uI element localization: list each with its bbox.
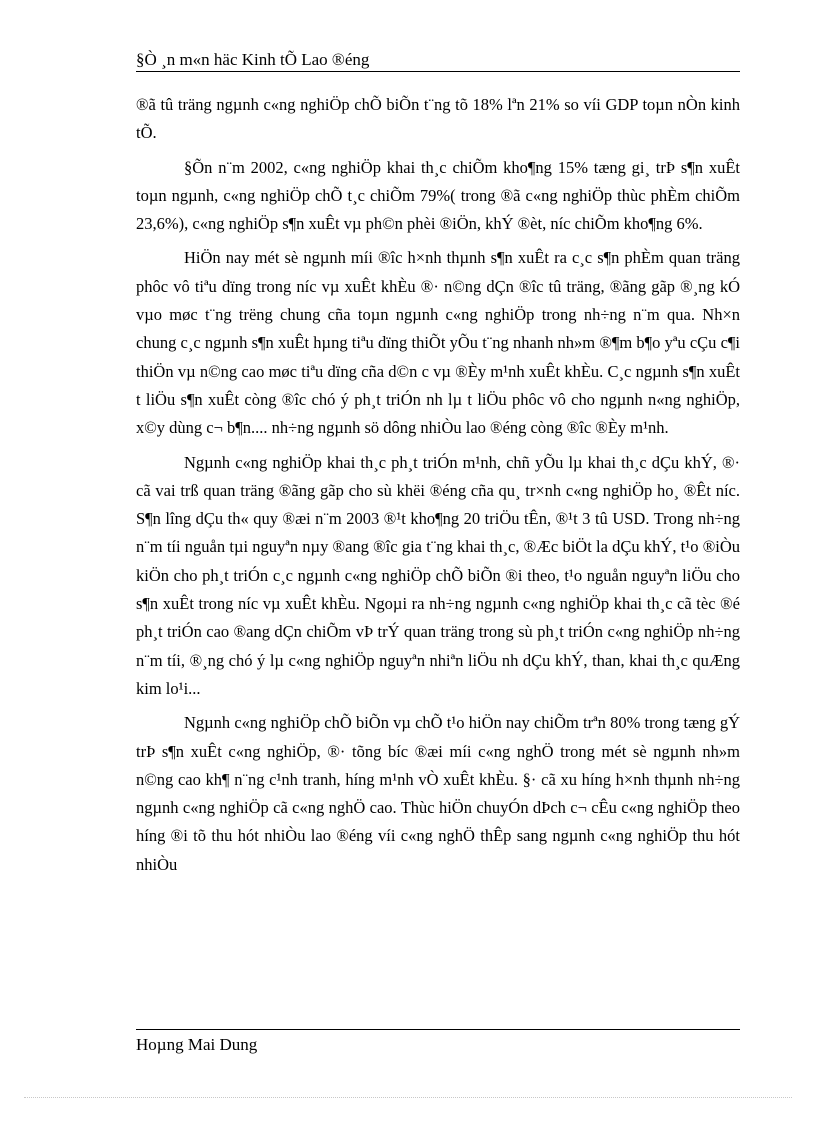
paragraph: Ngµnh c«ng nghiÖp khai th¸c ph¸t triÓn m¹nh, chñ yÕu lµ khai th¸c dÇu khÝ, ®· cã vai trß quan träng ®ãng gãp cho sù khëi ®éng cña qu¸ tr×nh c«ng nghiÖp ho¸ ®Êt níc. S¶n lîng dÇu th« quy ®æi n¨m 2003 ®¹t kho¶ng 20 triÖu tÊn, ®¹t 3 tû USD. Trong nh÷ng n¨m tíi nguån tµi nguyªn nµy ®ang ®îc gia t¨ng khai th¸c, ®Æc biÖt la dÇu khÝ, t¹o ®iÒu kiÖn cho ph¸t triÓn c¸c ngµnh c«ng nghiÖp chÕ biÕn ®i theo, t¹o nguån nguyªn liÖu cho s¶n xuÊt trong níc vµ xuÊt khÈu. Ngoµi ra nh÷ng ngµnh c«ng nghiÖp khai th¸c cã tèc ®é ph¸t triÓn cao ®ang dÇn chiÕm vÞ trÝ quan träng trong sù ph¸t triÓn c«ng nghiÖp nh÷ng n¨m tíi, ®¸ng chó ý lµ c«ng nghiÖp nguyªn nhiªn liÖu nh dÇu khÝ, than, khai th¸c quÆng kim lo¹i... xyxy=(136,452,740,698)
footer-rule xyxy=(136,1029,740,1030)
body-text xyxy=(136,91,740,879)
paragraph: HiÖn nay mét sè ngµnh míi ®îc h×nh thµnh s¶n xuÊt ra c¸c s¶n phÈm quan träng phôc vô tiªu dïng trong níc vµ xuÊt khÈu ®· n©ng dÇn ®îc tû träng, ®ãng gãp ®¸ng kÓ vµo møc t¨ng trëng chung cña toµn ngµnh c«ng nghiÖp trong nh÷ng n¨m qua. Nh×n chung c¸c ngµnh s¶n xuÊt hµng tiªu dïng thiÕt yÕu t¨ng nhanh nh»m ®¶m b¶o yªu cÇu c¶i thiÖn vµ n©ng cao møc tiªu dïng cña d©n c vµ ®Èy m¹nh xuÊt khÈu. C¸c ngµnh s¶n xuÊt t liÖu s¶n xuÊt còng ®îc chó ý ph¸t triÓn nh lµ t liÖu phôc vô cho ngµnh n«ng nghiÖp, x©y dùng c¬ b¶n.... nh÷ng ngµnh sö dông nhiÒu lao ®éng còng ®îc ®Èy m¹nh. xyxy=(136,248,740,438)
paragraph: Ngµnh c«ng nghiÖp chÕ biÕn vµ chÕ t¹o hiÖn nay chiÕm trªn 80% trong tæng gÝ trÞ s¶n xuÊt c«ng nghiÖp, ®· tõng bíc ®æi míi c«ng nghÖ trong mét sè ngµnh nh»m n©ng cao kh¶ n¨ng c¹nh tranh, híng m¹nh vÒ xuÊt khÈu. §· cã xu híng h×nh thµnh nh÷ng ngµnh c«ng nghiÖp cã c«ng nghÖ cao. Thùc hiÖn chuyÓn dÞch c¬ cÊu c«ng nghiÖp theo híng ®i tõ thu hót nhiÒu lao ®éng víi c«ng nghÖ thÊp sang ngµnh c«ng nghiÖp thu hót nhiÒu xyxy=(136,713,740,874)
page-header: §Ò ¸n m«n häc Kinh tÕ Lao ®éng xyxy=(136,50,370,69)
header-rule xyxy=(136,71,740,72)
page-edge-divider xyxy=(24,1097,792,1098)
paragraph: §Õn n¨m 2002, c«ng nghiÖp khai th¸c chiÕm kho¶ng 15% tæng gi¸ trÞ s¶n xuÊt toµn ngµnh, c«ng nghiÖp chÕ t¸c chiÕm 79%( trong ®ã c«ng nghiÖp thùc phÈm chiÕm 23,6%), c«ng nghiÖp s¶n xuÊt vµ ph©n phèi ®iÖn, khÝ ®èt, níc chiÕm kho¶ng 6%. xyxy=(136,157,740,234)
page-footer: Hoµng Mai Dung xyxy=(136,1035,258,1054)
paragraph-continuation: ®ã tû träng ngµnh c«ng nghiÖp chÕ biÕn t¨ng tõ 18% lªn 21% so víi GDP toµn nÒn kinh tÕ. xyxy=(136,95,740,143)
